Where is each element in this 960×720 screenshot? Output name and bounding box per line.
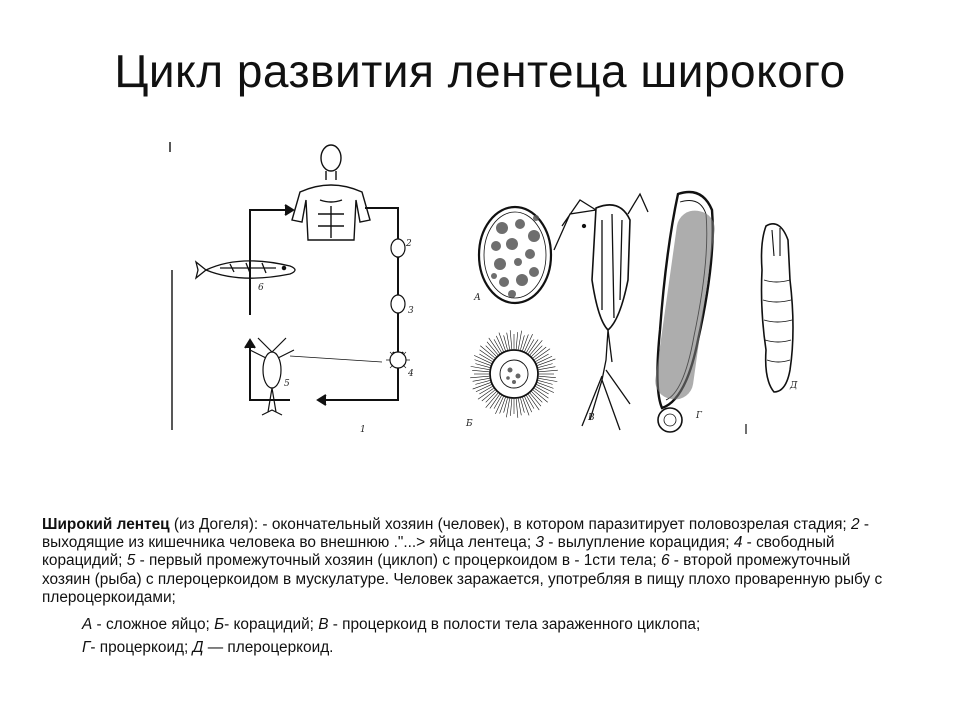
cycle-label-2: 2 bbox=[406, 239, 412, 249]
egg-drawing bbox=[479, 207, 551, 303]
caption-lead: Широкий лентец bbox=[42, 516, 170, 533]
caption-legend: А - сложное яйцо; Б- корацидий; В - процеркоид в полости тела зараженного циклопа; Г- процеркоид; Д — плероцеркоид. bbox=[82, 616, 701, 657]
lifecycle-loop bbox=[170, 142, 410, 430]
figure-caption bbox=[42, 516, 902, 659]
lifecycle-illustration bbox=[150, 130, 810, 440]
cycle-label-3: 3 bbox=[408, 306, 414, 316]
slide-title: Цикл развития лентеца широкого bbox=[114, 45, 846, 97]
fish-figure bbox=[196, 261, 295, 278]
cycle-label-1: 1 bbox=[360, 425, 366, 435]
small-cyclops-figure bbox=[250, 338, 294, 415]
cycle-label-4: 4 bbox=[408, 369, 414, 379]
stage-label-d: Д bbox=[790, 381, 798, 391]
procercoid-drawing bbox=[653, 192, 717, 432]
cycle-label-5: 5 bbox=[284, 379, 290, 389]
plerocercoid-drawing bbox=[762, 224, 794, 392]
human-figure bbox=[292, 145, 370, 240]
coracidium-drawing bbox=[470, 330, 558, 418]
caption-paragraph: Широкий лентец (из Догеля): - окончательный хозяин (человек), в котором паразитирует половозрелая стадия; 2 - выходящие из кишечника человека во внешнюю ."...> яйца лентеца; 3 - вылупление корацидия; 4 - свободный корацидий; 5 - первый промежуточный хозяин (циклоп) с процеркоидом в - 1сти тела; 6 - второй промежуточный хозяин (рыба) с плероцеркоидом в мускулатуре. Человек заражается, употребляя в пищу плохо проваренную рыбу с плероцеркоидами; bbox=[42, 516, 883, 606]
stage-label-g: Г bbox=[696, 411, 702, 421]
cycle-label-6: 6 bbox=[258, 283, 264, 293]
stage-label-a: А bbox=[474, 293, 481, 303]
stage-label-v: В bbox=[588, 413, 595, 423]
stage-label-b: Б bbox=[466, 419, 473, 429]
cyclops-drawing bbox=[554, 194, 648, 430]
